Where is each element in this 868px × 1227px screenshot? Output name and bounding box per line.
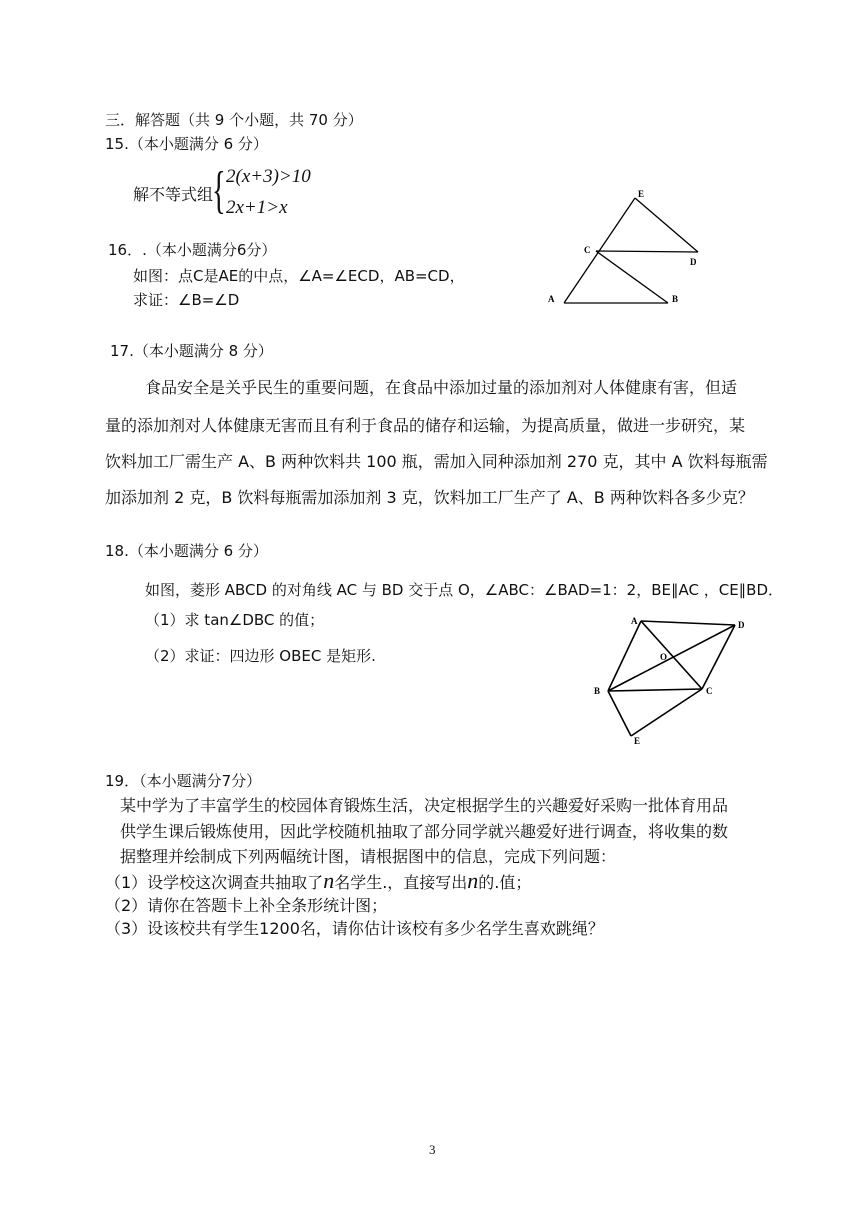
q17-line-3: 饮料加工厂需生产 A、B 两种饮料共 100 瓶，需加入同种添加剂 270 克，其中 A 饮料每瓶需 [105,452,768,471]
label-c: C [584,245,591,255]
section-title: 三．解答题（共 9 个小题，共 70 分） [105,111,363,129]
q15-inequality-1: 2(x+3)>10 [226,166,311,187]
q19-line-2: 供学生课后锻炼使用，因此学校随机抽取了部分同学就兴趣爱好进行调查，将收集的数 [120,822,729,841]
q18-rhombus-figure [590,612,760,747]
label-b: B [594,686,601,696]
q17-line-1: 食品安全是关乎民生的重要问题，在食品中添加过量的添加剂对人体健康有害，但适 [145,378,738,397]
q18-sub-2: （2）求证：四边形 OBEC 是矩形. [145,647,376,665]
label-d: D [738,620,745,630]
q18-header: 18.（本小题满分 6 分） [105,542,268,560]
page-number: 3 [429,1142,436,1157]
q17-line-4: 加添加剂 2 克，B 饮料每瓶需加添加剂 3 克，饮料加工厂生产了 A、B 两种饮料各多少克？ [105,488,754,507]
q17-line-2: 量的添加剂对人体健康无害而且有利于食品的储存和运输，为提高质量，做进一步研究，某 [105,416,746,435]
q17-header: 17.（本小题满分 8 分） [110,342,273,360]
q15-inequality-2: 2x+1>x [226,197,288,218]
variable-n: n [323,868,335,893]
label-b: B [672,294,679,304]
q15-header: 15.（本小题满分 6 分） [105,135,268,153]
q19-line-3: 据整理并绘制成下列两幅统计图，请根据图中的信息，完成下列问题： [120,847,617,866]
q19-sub-1-part-b: 名学生.，直接写出 [334,873,468,892]
q19-line-1: 某中学为了丰富学生的校园体育锻炼生活，决定根据学生的兴趣爱好采购一批体育用品 [120,796,729,815]
label-d: D [690,257,697,267]
label-a: A [548,294,555,304]
q19-sub-1-part-c: 的.值； [478,873,532,892]
q18-line-1: 如图，菱形 ABCD 的对角线 AC 与 BD 交于点 O，∠ABC：∠BAD=1：2，BE∥AC ，CE∥BD． [145,581,784,599]
q16-line-2: 求证：∠B=∠D [133,291,240,309]
q15-prompt: 解不等式组 [133,185,214,204]
variable-n-second: n [467,868,479,893]
label-e: E [638,189,645,199]
q19-sub-1-part-a: （1）设学校这次调查共抽取了 [105,873,324,892]
q19-sub-2: （2）请你在答题卡上补全条形统计图； [105,896,388,915]
q16-triangle-figure [540,185,720,310]
label-o: O [660,652,668,662]
label-c: C [706,686,713,696]
label-a: A [631,616,638,626]
q19-sub-3: （3）设该校共有学生1200名，请你估计该校有多少名学生喜欢跳绳？ [105,919,604,938]
system-brace: { [212,162,226,219]
q18-sub-1: （1）求 tan∠DBC 的值； [145,611,325,629]
q16-line-1: 如图：点C是AE的中点，∠A=∠ECD，AB=CD， [133,267,465,285]
q16-header: 16．.（本小题满分6分） [108,241,277,259]
q19-sub-1 [105,868,532,893]
q19-header: 19．（本小题满分7分） [105,772,262,790]
label-e: E [634,736,641,746]
